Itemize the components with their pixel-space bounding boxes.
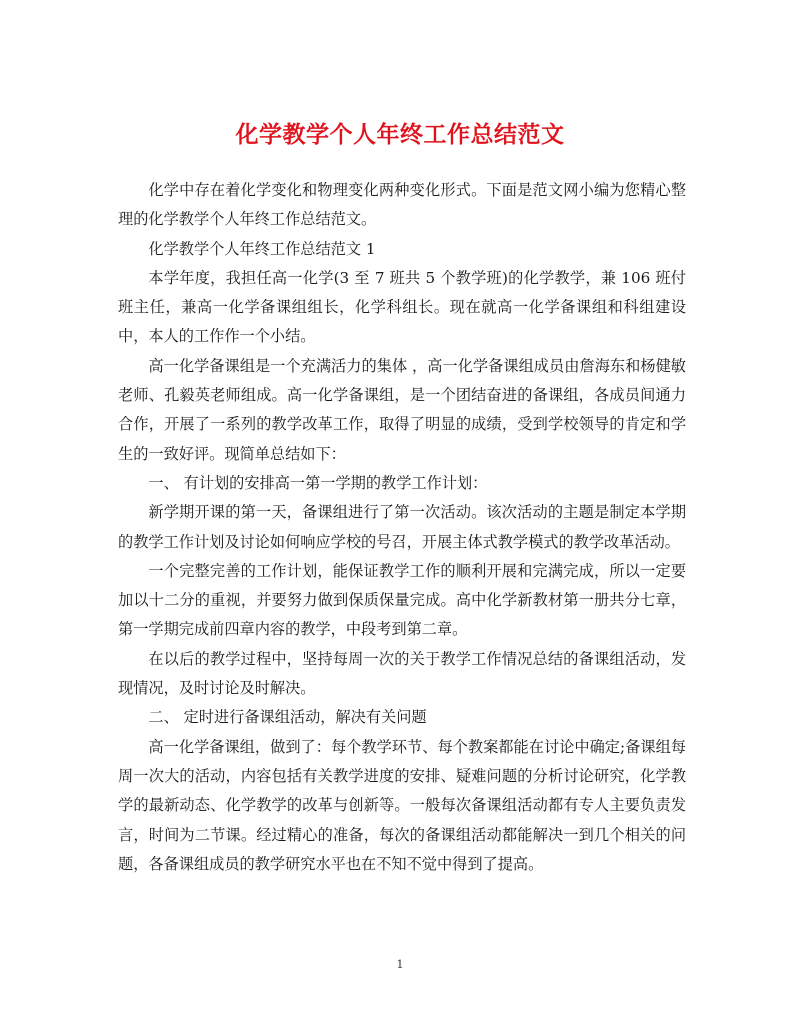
section-heading-2: 二、 定时进行备课组活动，解决有关问题 <box>148 708 427 727</box>
paragraph: 在以后的教学过程中，坚持每周一次的关于教学工作情况总结的备课组活动，发现情况，及时讨论及时解决。 <box>118 649 686 698</box>
paragraph: 新学期开课的第一天，备课组进行了第一次活动。该次活动的主题是制定本学期的教学工作计划及讨论如何响应学校的号召，开展主体式教学模式的教学改革活动。 <box>118 503 686 551</box>
paragraph-intro: 化学中存在着化学变化和物理变化两种变化形式。下面是范文网小编为您精心整理的化学教学个人年终工作总结范文。 <box>118 181 686 229</box>
paragraph: 高一化学备课组是一个充满活力的集体 ，高一化学备课组成员由詹海东和杨健敏老师、孔毅英老师组成。高一化学备课组，是一个团结奋进的备课组，各成员间通力合作，开展了一系列的教学改革工作，取得了明显的成绩，受到学校领导的肯定和学生的一致好评。现简单总结如下： <box>118 356 686 463</box>
section-heading-1: 一、 有计划的安排高一第一学期的教学工作计划： <box>148 473 488 492</box>
page-number: 1 <box>396 958 404 971</box>
paragraph: 高一化学备课组，做到了：每个教学环节、每个教案都能在讨论中确定;备课组每周一次大的活动，内容包括有关教学进度的安排、疑难问题的分析讨论研究，化学教学的最新动态、化学教学的改革与创新等。一般每次备课组活动都有专人主要负责发言，时间为二节课。经过精心的准备，每次的备课组活动都能解决一到几个相关的问题，各备课组成员的教学研究水平也在不知不觉中得到了提高。 <box>118 737 686 873</box>
paragraph-subheading: 化学教学个人年终工作总结范文 1 <box>148 239 376 258</box>
paragraph: 本学年度，我担任高一化学(3 至 7 班共 5 个教学班)的化学教学，兼 106 班付班主任，兼高一化学备课组组长，化学科组长。现在就高一化学备课组和科组建设中，本人的工作作一个小结。 <box>118 268 686 346</box>
paragraph: 一个完整完善的工作计划，能保证教学工作的顺利开展和完满完成，所以一定要加以十二分的重视，并要努力做到保质保量完成。高中化学新教材第一册共分七章，第一学期完成前四章内容的教学，中段考到第二章。 <box>118 561 686 639</box>
document-title: 化学教学个人年终工作总结范文 <box>235 121 565 149</box>
document-body <box>118 176 686 879</box>
